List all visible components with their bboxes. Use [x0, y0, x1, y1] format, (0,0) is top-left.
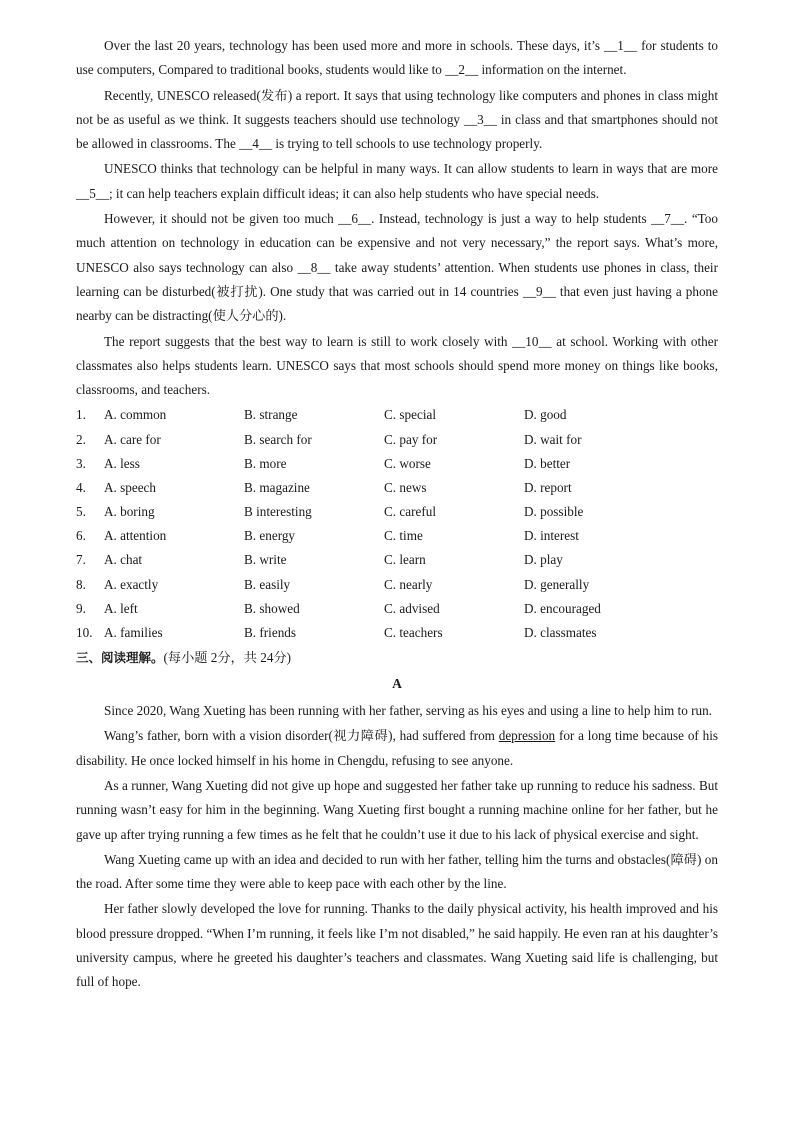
option-d: D. wait for	[524, 431, 582, 447]
option-row	[76, 597, 718, 621]
option-d: D. report	[524, 479, 572, 495]
option-c: C. special	[384, 407, 437, 423]
option-row	[76, 524, 718, 548]
document-page	[76, 34, 718, 995]
option-row	[76, 573, 718, 597]
question-number: 6.	[76, 528, 86, 544]
option-b: B. search for	[244, 431, 312, 447]
option-a: A. attention	[104, 528, 167, 544]
option-c: C. nearly	[384, 576, 433, 592]
reading-paragraph-5: Her father slowly developed the love for running. Thanks to the daily physical activity, his health improved and his blood pressure dropped. “When I’m running, it feels like I’m not disabled,” he said happily. He even ran at his daughter’s university campus, where he greeted his daughter’s teachers and classmates. Wang Xueting said life is challenging, but full of hope.	[76, 901, 718, 990]
option-c: C. time	[384, 528, 423, 544]
reading-paragraph-4: Wang Xueting came up with an idea and decided to run with her father, telling him the turns and obstacles(障碍) on the road. After some time they were able to keep pace with each other by the line.	[76, 851, 718, 892]
question-number: 8.	[76, 576, 86, 592]
cloze-options	[76, 403, 718, 645]
option-row	[76, 500, 718, 524]
option-d: D. generally	[524, 576, 590, 592]
paragraph-text: for a long time because of his disability. He once locked himself in his home in Chengdu, refusing to see anyone.	[76, 728, 718, 768]
option-b: B. magazine	[244, 479, 310, 495]
option-row	[76, 621, 718, 645]
option-a: A. exactly	[104, 576, 159, 592]
option-d: D. classmates	[524, 624, 597, 640]
option-a: A. care for	[104, 431, 161, 447]
option-c: C. advised	[384, 600, 440, 616]
option-row	[76, 403, 718, 427]
option-a: A. speech	[104, 479, 156, 495]
option-a: A. boring	[104, 504, 155, 520]
question-number: 2.	[76, 431, 86, 447]
question-number: 1.	[76, 407, 86, 423]
option-d: D. possible	[524, 504, 584, 520]
option-a: A. chat	[104, 552, 143, 568]
reading-passage	[76, 699, 718, 995]
question-number: 3.	[76, 455, 86, 471]
paragraph-text: Wang’s father, born with a vision disorder(视力障碍), had suffered from	[104, 728, 499, 744]
option-row	[76, 476, 718, 500]
option-b: B. energy	[244, 528, 296, 544]
reading-paragraph-1: Since 2020, Wang Xueting has been running with her father, serving as his eyes and using a line to help him to run.	[104, 703, 712, 719]
option-d: D. good	[524, 407, 567, 423]
option-c: C. pay for	[384, 431, 438, 447]
reading-paragraph-2	[76, 724, 718, 773]
option-a: A. left	[104, 600, 138, 616]
cloze-paragraph-5: The report suggests that the best way to learn is still to work closely with __10__ at school. Working with other classmates also helps students learn. UNESCO says that most schools should spend more money on things like books, classrooms, and teachers.	[76, 333, 718, 398]
question-number: 7.	[76, 552, 86, 568]
option-b: B. easily	[244, 576, 291, 592]
option-b: B interesting	[244, 504, 312, 520]
section-title: 三、阅读理解。	[76, 650, 164, 666]
question-number: 9.	[76, 600, 86, 616]
reading-paragraph-3: As a runner, Wang Xueting did not give up hope and suggested her father take up running to reduce his sadness. But running wasn’t easy for him in the beginning. Wang Xueting first bought a running machine online for her father, but he gave up after trying running a few times as he felt that he couldn’t use it due to his lack of physical exercise and sight.	[76, 777, 718, 842]
underlined-word: depression	[498, 728, 556, 744]
cloze-paragraph-2: Recently, UNESCO released(发布) a report. It says that using technology like computers and phones in class might not be as useful as we think. It suggests teachers should use technology __3__ in class and that smartphones should not be allowed in classrooms. The __4__ is trying to tell schools to use technology properly.	[76, 87, 718, 152]
passage-label: A	[392, 676, 402, 692]
option-b: B. strange	[244, 407, 298, 423]
option-row	[76, 428, 718, 452]
option-b: B. friends	[244, 624, 297, 640]
option-c: C. teachers	[384, 624, 443, 640]
question-number: 4.	[76, 479, 86, 495]
cloze-paragraph-1: Over the last 20 years, technology has been used more and more in schools. These days, it’s __1__ for students to use computers, Compared to traditional books, students would like to __2__ information on the internet.	[76, 38, 718, 78]
cloze-passage	[76, 34, 718, 402]
option-a: A. families	[104, 624, 163, 640]
cloze-paragraph-4: However, it should not be given too much __6__. Instead, technology is just a way to help students __7__. “Too much attention on technology in education can be expensive and not very necessary,” the report says. What’s more, UNESCO also says technology can also __8__ take away students’ attention. When students use phones in class, their learning can be disturbed(被打扰). One study that was carried out in 14 countries __9__ that even just having a phone nearby can be distracting(使人分心的).	[76, 211, 718, 324]
option-d: D. play	[524, 552, 563, 568]
option-c: C. worse	[384, 455, 431, 471]
option-b: B. more	[244, 455, 287, 471]
option-a: A. common	[104, 407, 167, 423]
option-c: C. careful	[384, 504, 436, 520]
question-number: 5.	[76, 504, 86, 520]
section-heading	[76, 646, 718, 670]
cloze-paragraph-3: UNESCO thinks that technology can be helpful in many ways. It can allow students to learn in ways that are more __5__; it can help teachers explain difficult ideas; it can also help students who have special needs.	[76, 161, 718, 201]
option-c: C. learn	[384, 552, 426, 568]
option-b: B. write	[244, 552, 287, 568]
option-d: D. interest	[524, 528, 579, 544]
option-row	[76, 452, 718, 476]
option-b: B. showed	[244, 600, 300, 616]
option-d: D. encouraged	[524, 600, 601, 616]
question-number: 10.	[76, 624, 93, 640]
section-note: (每小题 2分，共 24分)	[163, 650, 291, 666]
option-d: D. better	[524, 455, 571, 471]
option-row	[76, 548, 718, 572]
option-c: C. news	[384, 479, 427, 495]
option-a: A. less	[104, 455, 140, 471]
